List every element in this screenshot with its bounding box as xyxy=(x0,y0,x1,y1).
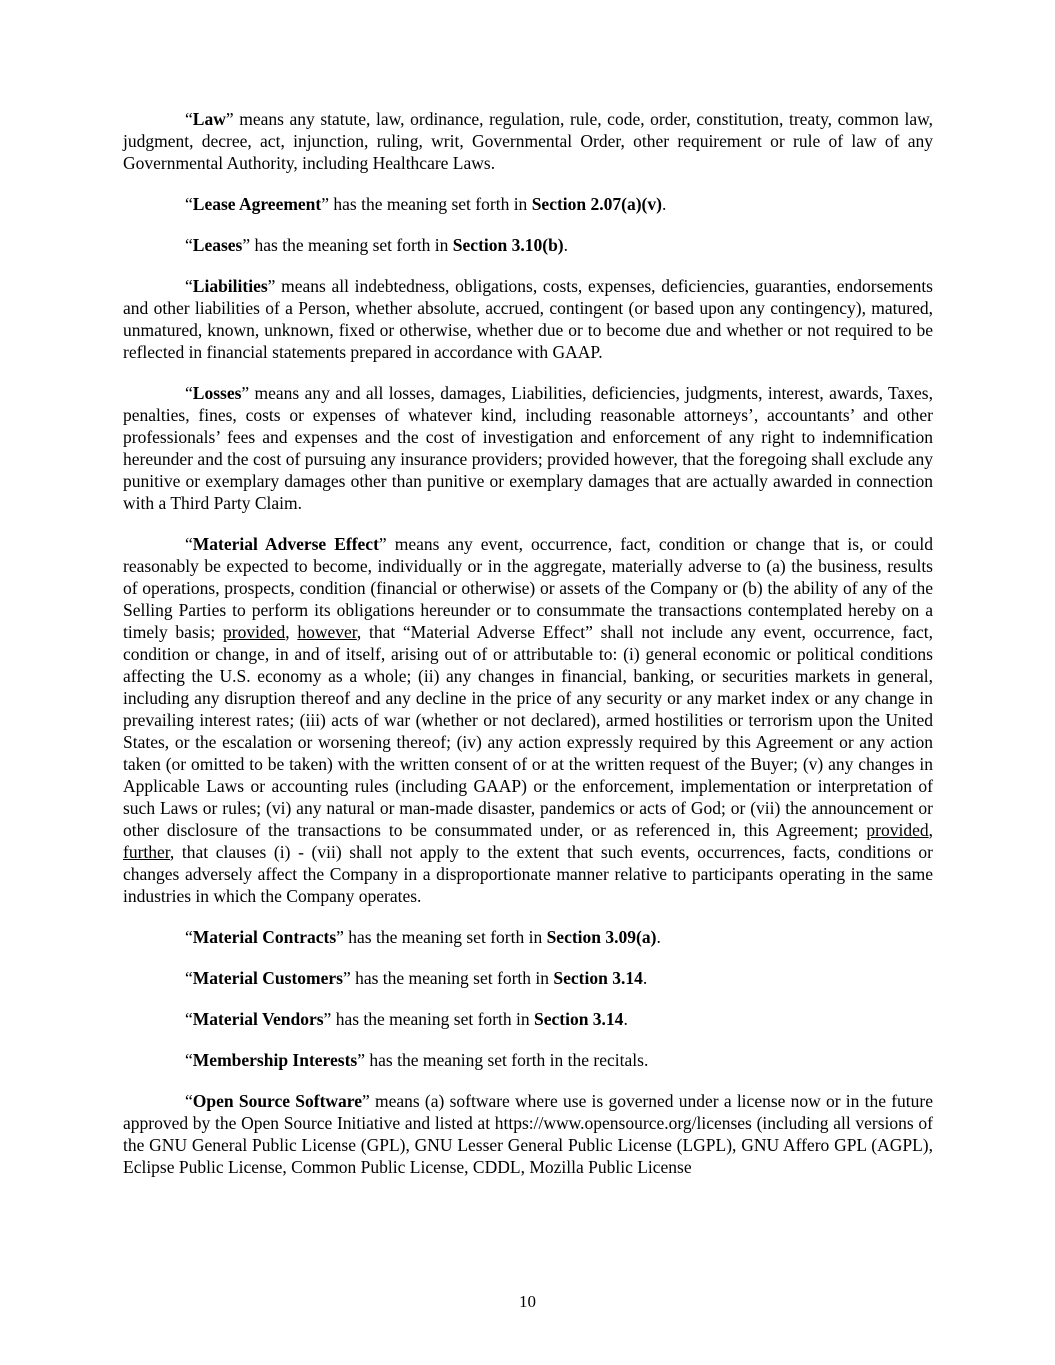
paragraph-text: “ xyxy=(185,968,193,988)
paragraph-text: , xyxy=(285,622,298,642)
paragraph-text: further xyxy=(123,842,170,862)
defined-term: Section 3.09(a) xyxy=(546,927,657,947)
paragraph-text: ” has the meaning set forth in xyxy=(336,927,547,947)
paragraph-text: . xyxy=(642,968,648,988)
paragraph-text: , that “Material Adverse Effect” shall not include any event, occurrence, fact, condition or change, in and of itself, arising out of or attributable to: (i) general economic or political conditions affecting the U.S. economy as a whole; (ii) any changes in financial, banking, or securities markets in general, including any disruption thereof and any decline in the price of any security or any market index or any change in prevailing interest rates; (iii) acts of war (whether or not declared), armed hostilities or terrorism upon the United States, or the escalation or worsening thereof; (iv) any action expressly required by this Agreement or any action taken (or omitted to be taken) with the written consent of or at the written request of the Buyer; (v) any changes in Applicable Laws or accounting rules (including GAAP) or the enforcement, implementation or interpretation of such Laws or rules; (vi) any natural or man-made disaster, pandemics or acts of God; or (vii) the announcement or other disclosure of the transactions to be consummated under, or as referenced in, this Agreement; xyxy=(123,622,934,840)
defined-term: Material Adverse Effect xyxy=(192,534,379,554)
paragraph xyxy=(123,1049,933,1071)
paragraph-text: “ xyxy=(185,534,193,554)
paragraph-text: ” means any event, occurrence, fact, condition or change that is, or could reasonably be expected to become, individually or in the aggregate, materially adverse to (a) the business, results of operations, prospects, condition (financial or otherwise) or assets of the Company or (b) the ability of any of the Selling Parties to perform its obligations hereunder or to consummate the transactions contemplated hereby on a timely basis; xyxy=(123,534,933,642)
paragraph-text: ” means (a) software where use is governed under a license now or in the future approved by the Open Source Initiative and listed at https://www.opensource.org/licenses (including all versions of the GNU General Public License (GPL), GNU Lesser General Public License (LGPL), GNU Affero GPL (AGPL), Eclipse Public License, Common Public License, CDDL, Mozilla Public License xyxy=(123,1091,933,1177)
defined-term: Membership Interests xyxy=(192,1050,358,1070)
paragraph-text: ” has the meaning set forth in xyxy=(242,235,453,255)
paragraph xyxy=(123,1008,933,1030)
defined-term: Section 3.14 xyxy=(533,1009,624,1029)
defined-term: Lease Agreement xyxy=(192,194,322,214)
paragraph xyxy=(123,967,933,989)
paragraph-text: “ xyxy=(185,1091,193,1111)
paragraph-text: “ xyxy=(185,927,193,947)
paragraph xyxy=(123,1090,933,1178)
paragraph-text: ” has the meaning set forth in xyxy=(342,968,554,988)
defined-term: Law xyxy=(192,109,226,129)
paragraph-text: ” has the meaning set forth in the recitals. xyxy=(357,1050,649,1070)
defined-term: Material Contracts xyxy=(192,927,337,947)
defined-term: Section 3.10(b) xyxy=(452,235,564,255)
paragraph-text: “ xyxy=(185,1009,193,1029)
paragraph-text: “ xyxy=(185,235,193,255)
paragraph-text: “ xyxy=(185,276,193,296)
defined-term: Section 3.14 xyxy=(553,968,643,988)
paragraph-text: ” has the meaning set forth in xyxy=(321,194,532,214)
defined-term: Leases xyxy=(192,235,243,255)
page-number: 10 xyxy=(519,1292,536,1311)
paragraph xyxy=(123,382,933,514)
paragraph-text: ” has the meaning set forth in xyxy=(323,1009,534,1029)
paragraph xyxy=(123,108,933,174)
paragraph-text: however xyxy=(297,622,357,642)
defined-term: Section 2.07(a)(v) xyxy=(531,194,662,214)
paragraph-text: “ xyxy=(185,109,193,129)
paragraph-text: . xyxy=(563,235,568,255)
paragraph-text: provided xyxy=(866,820,929,840)
paragraph-text: “ xyxy=(185,1050,193,1070)
document-body xyxy=(123,108,933,1178)
paragraph-text: . xyxy=(623,1009,628,1029)
paragraph xyxy=(123,193,933,215)
defined-term: Material Customers xyxy=(192,968,343,988)
defined-term: Open Source Software xyxy=(192,1091,363,1111)
paragraph-text: . xyxy=(661,194,667,214)
paragraph xyxy=(123,275,933,363)
paragraph-text: . xyxy=(656,927,661,947)
defined-term: Liabilities xyxy=(192,276,268,296)
paragraph-text: , xyxy=(928,820,933,840)
defined-term: Material Vendors xyxy=(192,1009,324,1029)
paragraph-text: “ xyxy=(185,194,193,214)
defined-term: Losses xyxy=(192,383,242,403)
paragraph-text: ” means all indebtedness, obligations, costs, expenses, deficiencies, guaranties, endorsements and other liabilities of a Person, whether absolute, accrued, contingent (or based upon any contingency), matured, unmatured, known, unknown, fixed or otherwise, whether due or to become due and whether or not required to be reflected in financial statements prepared in accordance with GAAP. xyxy=(123,276,933,362)
paragraph xyxy=(123,533,933,907)
paragraph-text: ” means any statute, law, ordinance, regulation, rule, code, order, constitution, treaty, common law, judgment, decree, act, injunction, ruling, writ, Governmental Order, other requirement or rule of law of any Governmental Authority, including Healthcare Laws. xyxy=(123,109,933,173)
paragraph-text: ” means any and all losses, damages, Liabilities, deficiencies, judgments, interest, awards, Taxes, penalties, fines, costs or expenses of whatever kind, including reasonable attorneys’, accountants’ and other professionals’ fees and expenses and the cost of investigation and enforcement of any right to indemnification hereunder and the cost of pursuing any insurance providers; provided however, that the foregoing shall exclude any punitive or exemplary damages other than punitive or exemplary damages that are actually awarded in connection with a Third Party Claim. xyxy=(123,383,933,513)
paragraph-text: provided xyxy=(223,622,286,642)
paragraph xyxy=(123,234,933,256)
paragraph-text: , that clauses (i) - (vii) shall not apply to the extent that such events, occurrences, facts, conditions or changes adversely affect the Company in a disproportionate manner relative to participants operating in the same industries in which the Company operates. xyxy=(123,842,933,906)
paragraph xyxy=(123,926,933,948)
paragraph-text: “ xyxy=(185,383,193,403)
